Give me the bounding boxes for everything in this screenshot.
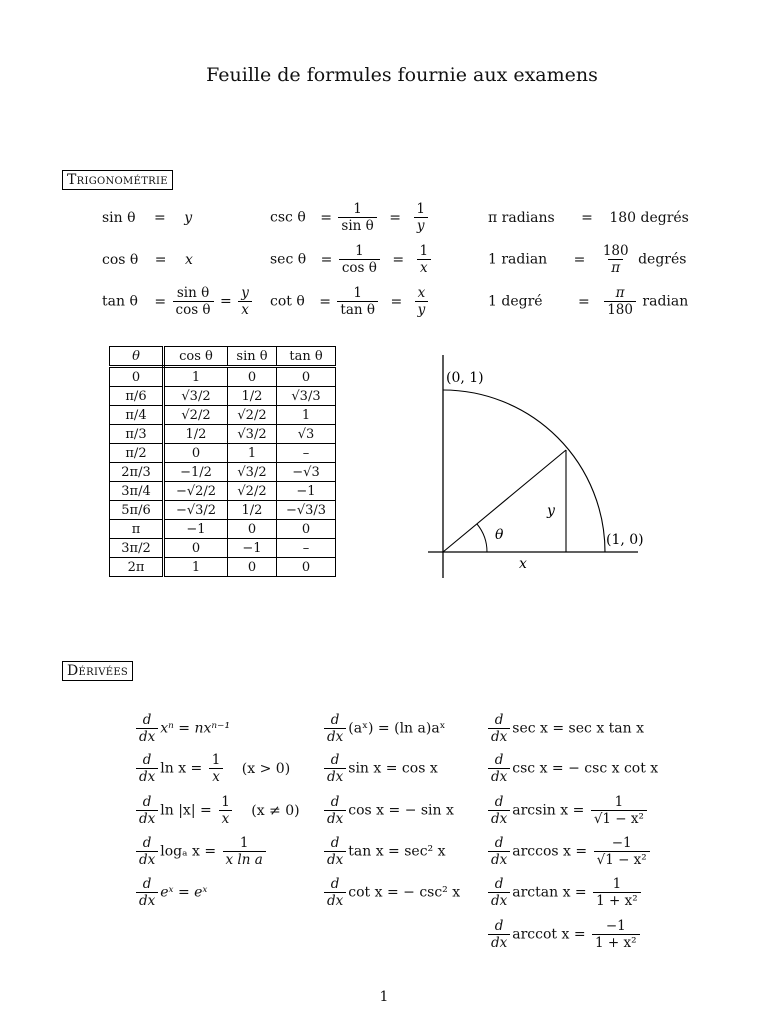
table-header-row: θ cos θ sin θ tan θ [110,347,336,367]
table-row: π/4 √2/2 √2/2 1 [110,406,336,425]
deriv-ax: $\frac{d}{dx}$ (aˣ) = (ln a)aˣ [322,712,446,745]
table-row: π/2 0 1 – [110,444,336,463]
table-row: 0 1 0 0 [110,367,336,387]
deriv-cot: $\frac{d}{dx}$ cot x = − csc² x [322,876,460,909]
table-row: 3π/2 0 −1 – [110,539,336,558]
deriv-lnabs: $\frac{d}{dx}$ ln |x| = $\frac{1}{x}$ (x ≠ 0) [134,794,300,827]
page-title: Feuille de formules fournie aux examens [206,64,598,86]
deriv-arctan: $\frac{d}{dx}$ arctan x = $\frac{1}{\text{1 + x²}}$ [486,876,643,909]
table-row: 3π/4 −√2/2 √2/2 −1 [110,482,336,501]
deriv-log: $\frac{d}{dx}$ logₐ x = $\frac{1}{\text{x ln a}}$ [134,835,268,868]
label-1-0: (1, 0) [606,532,644,548]
formula-tan: tan θ = $\frac{\text{sin θ}}{\text{cos θ}}$ = $\frac{y}{x}$ [102,285,254,318]
table-row: 2π 1 0 0 [110,558,336,577]
formula-cos: cos θ = x [102,252,193,268]
table-row: π/6 √3/2 1/2 √3/3 [110,387,336,406]
table-row: π −1 0 0 [110,520,336,539]
conv-one-rad: 1 radian = $\frac{180}{\pi}$ degrés [488,243,687,276]
deriv-power: $\frac{d}{dx}$ xⁿ = nxⁿ⁻¹ [134,712,230,745]
label-0-1: (0, 1) [446,370,484,386]
deriv-sec: $\frac{d}{dx}$ sec x = sec x tan x [486,712,644,745]
deriv-tan: $\frac{d}{dx}$ tan x = sec² x [322,835,446,868]
conv-one-deg: 1 degré = $\frac{\pi}{180}$ radian [488,285,689,318]
theta-arc [477,524,487,552]
formula-sin: sin θ = y [102,210,193,226]
deriv-csc: $\frac{d}{dx}$ csc x = − csc x cot x [486,752,658,785]
radius-line [443,450,566,552]
page-number: 1 [379,989,389,1005]
unit-arc [443,390,605,552]
formula-csc: csc θ = $\frac{1}{\text{sin θ}}$ = $\frac{1}{y}$ [270,201,430,234]
conv-pi-rad: π radians = 180 degrés [488,210,689,226]
label-y: y [547,503,555,519]
table-row: 5π/6 −√3/2 1/2 −√3/3 [110,501,336,520]
section-heading-trig: Trigonométrie [62,170,173,190]
table-row: 2π/3 −1/2 √3/2 −√3 [110,463,336,482]
unit-circle-diagram [420,350,660,590]
deriv-sin: $\frac{d}{dx}$ sin x = cos x [322,752,438,785]
deriv-arccot: $\frac{d}{dx}$ arccot x = $\frac{-1}{\text{1 + x²}}$ [486,918,642,951]
section-heading-deriv: Dérivées [62,661,133,681]
formula-sec: sec θ = $\frac{1}{\text{cos θ}}$ = $\frac{1}{x}$ [270,243,433,276]
deriv-arccos: $\frac{d}{dx}$ arccos x = $\frac{-1}{\text{√1 − x²}}$ [486,835,652,868]
label-x: x [519,556,527,572]
formula-cot: cot θ = $\frac{1}{\text{tan θ}}$ = $\frac{x}{y}$ [270,285,430,318]
deriv-arcsin: $\frac{d}{dx}$ arcsin x = $\frac{1}{\text{√1 − x²}}$ [486,794,649,827]
label-theta: θ [495,527,504,543]
deriv-ln: $\frac{d}{dx}$ ln x = $\frac{1}{x}$ (x > 0) [134,752,290,785]
deriv-cos: $\frac{d}{dx}$ cos x = − sin x [322,794,454,827]
deriv-exp: $\frac{d}{dx}$ eˣ = eˣ [134,876,207,909]
table-row: π/3 1/2 √3/2 √3 [110,425,336,444]
trig-values-table [109,346,336,577]
